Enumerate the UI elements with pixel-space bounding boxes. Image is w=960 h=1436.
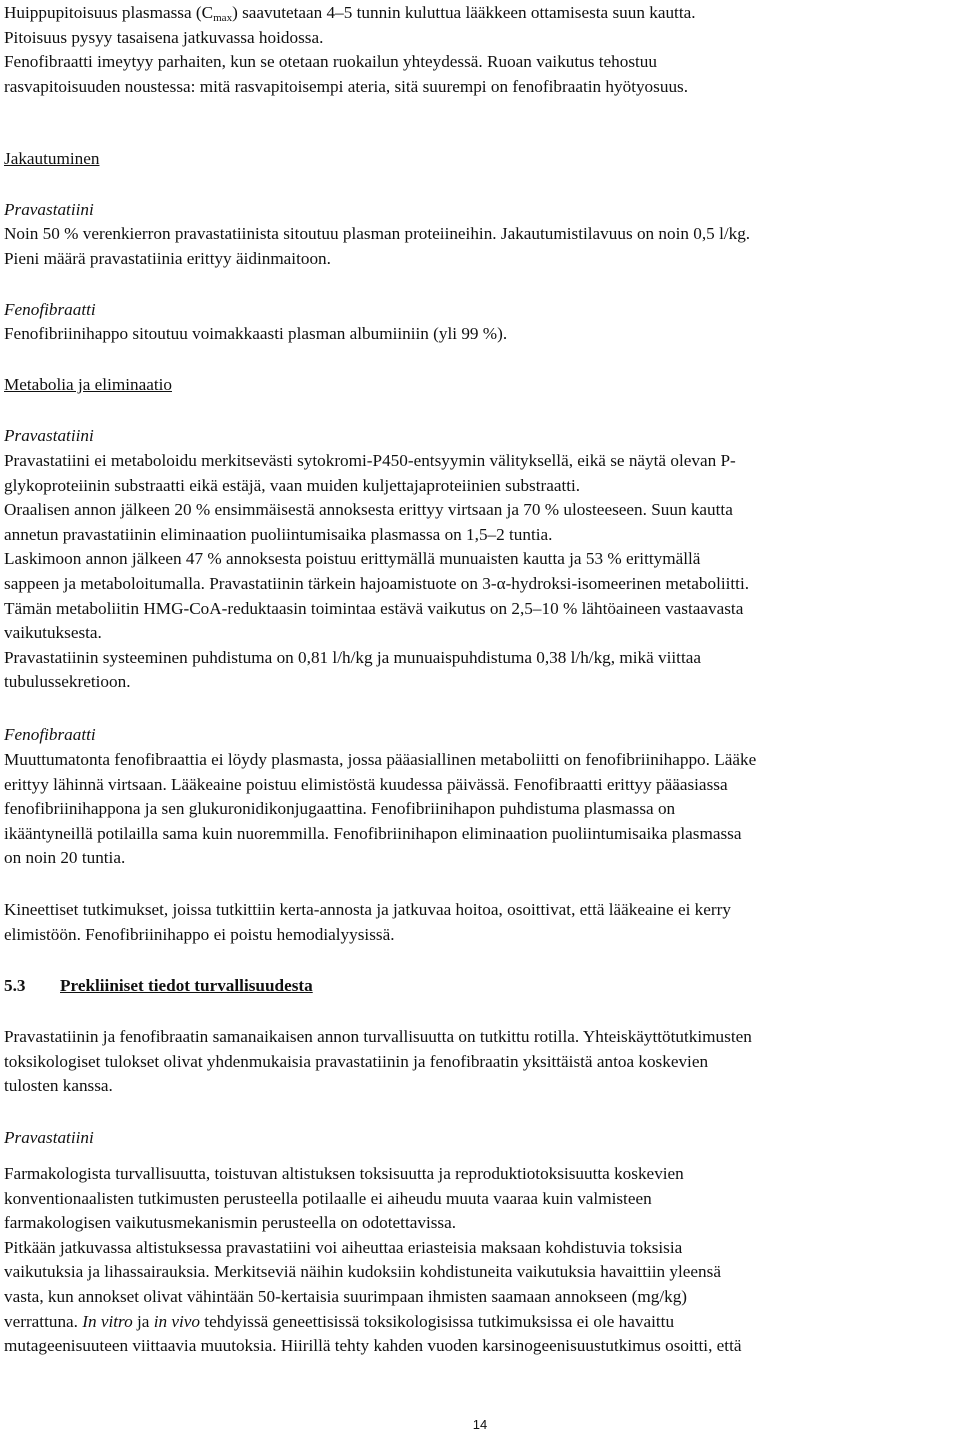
metabolism-fenofibrate-text: [4, 748, 756, 871]
text-line: Pitkään jatkuvassa altistuksessa pravastatiini voi aiheuttaa eriasteisia maksaan kohdistuvia toksisia: [4, 1237, 683, 1257]
text-line: glykoproteiinin substraatti eikä estäjä, vaan muiden kuljettajaproteiinien substraatti.: [4, 475, 581, 495]
text-line: Fenofibriinihappo sitoutuu voimakkaasti plasman albumiiniin (yli 99 %).: [4, 324, 508, 343]
absorption-text: ) saavutetaan 4–5 tunnin kuluttua lääkkeen ottamisesta suun kautta.: [232, 3, 696, 22]
text-line: Pieni määrä pravastatiinia erittyy äidinmaitoon.: [4, 248, 331, 268]
text-line: fenofibriinihappona ja sen glukuronidikonjugaattina. Fenofibriinihapon puhdistuma plasmassa on: [4, 799, 676, 819]
text-line: annetun pravastatiinin eliminaation puoliintumisaika plasmassa on 1,5–2 tuntia.: [4, 524, 553, 544]
preclinical-pravastatin-label: Pravastatiini: [4, 1128, 94, 1147]
absorption-paragraph: [4, 1, 696, 99]
text-line: Farmakologista turvallisuutta, toistuvan altistuksen toksisuutta ja reproduktiotoksisuutta koskevien: [4, 1164, 684, 1183]
text-line: ikääntyneillä potilailla sama kuin nuoremmilla. Fenofibriinihapon eliminaation puoliintumisaika plasmassa: [4, 823, 742, 843]
absorption-line-3: Fenofibraatti imeytyy parhaiten, kun se otetaan ruokailun yhteydessä. Ruoan vaikutus tehostuu: [4, 52, 657, 72]
distribution-fenofibrate-text: [4, 322, 507, 347]
kinetics-paragraph: [4, 898, 731, 947]
distribution-heading: Jakautuminen: [4, 149, 100, 168]
text-run: verrattuna.: [4, 1311, 83, 1331]
section-number: 5.3: [4, 976, 26, 995]
preclinical-pravastatin-text: [4, 1162, 742, 1359]
text-line-verrattuna: [4, 1310, 742, 1335]
metabolism-pravastatin-label: Pravastatiini: [4, 426, 94, 445]
text-line: farmakologisen vaikutusmekanismin perusteella on odotettavissa.: [4, 1213, 457, 1233]
text-line: elimistöön. Fenofibriinihappo ei poistu hemodialyysissä.: [4, 924, 395, 944]
metabolism-fenofibrate-label: Fenofibraatti: [4, 725, 96, 744]
text-line: erittyy lähinnä virtsaan. Lääkeaine poistuu elimistöstä kuudessa päivässä. Fenofibraatti erittyy pääasiassa: [4, 774, 728, 794]
page-number: 14: [472, 1417, 488, 1432]
text-line: konventionaalisten tutkimusten perusteella potilaalle ei aiheudu muuta vaaraa kuin valmisteen: [4, 1188, 652, 1208]
text-line: on noin 20 tuntia.: [4, 848, 126, 868]
text-line: Muuttumatonta fenofibraattia ei löydy plasmasta, jossa pääasiallinen metaboliitti on fenofibriinihappo. Lääke: [4, 750, 757, 769]
absorption-text: Huippupitoisuus plasmassa (C: [4, 3, 214, 22]
distribution-pravastatin-text: [4, 222, 750, 271]
text-line: Pravastatiinin ja fenofibraatin samanaikaisen annon turvallisuutta on tutkittu rotilla. Yhteiskäyttötutkimusten: [4, 1027, 752, 1046]
text-line: mutageenisuuteen viittaavia muutoksia. Hiirillä tehty kahden vuoden karsinogeenisuustutkimus osoitti, että: [4, 1336, 742, 1356]
in-vitro-term: In vitro: [82, 1311, 133, 1331]
text-line: vaikutuksesta.: [4, 623, 102, 643]
distribution-fenofibrate-label: Fenofibraatti: [4, 300, 96, 319]
absorption-line-4: rasvapitoisuuden noustessa: mitä rasvapitoisempi ateria, sitä suurempi on fenofibraatin hyötyosuus.: [4, 76, 689, 96]
absorption-line-1: [4, 1, 696, 26]
text-line: Pravastatiinin systeeminen puhdistuma on 0,81 l/h/kg ja munuaispuhdistuma 0,38 l/h/kg, mikä viittaa: [4, 647, 701, 667]
text-run: tehdyissä geneettisissä toksikologisissa tutkimuksissa ei ole havaittu: [200, 1311, 675, 1331]
metabolism-pravastatin-text: [4, 449, 749, 695]
in-vivo-term: in vivo: [153, 1311, 200, 1331]
section-title: Prekliiniset tiedot turvallisuudesta: [60, 976, 313, 995]
text-line: tubulussekretioon.: [4, 672, 131, 692]
text-line: Tämän metaboliitin HMG-CoA-reduktaasin toimintaa estävä vaikutus on 2,5–10 % lähtöaineen vastaavasta: [4, 598, 744, 618]
text-line: vaikutuksia ja lihassairauksia. Merkitseviä näihin kudoksiin kohdistuneita vaikutuksia havaittiin yleensä: [4, 1262, 721, 1282]
text-line: tulosten kanssa.: [4, 1076, 113, 1096]
text-line: sappeen ja metaboloitumalla. Pravastatiinin tärkein hajoamistuote on 3-α-hydroksi-isomeerinen metaboliitti.: [4, 573, 750, 593]
absorption-line-2: Pitoisuus pysyy tasaisena jatkuvassa hoidossa.: [4, 27, 324, 47]
text-line: Noin 50 % verenkierron pravastatiinista sitoutuu plasman proteiineihin. Jakautumistilavuus on noin 0,5 l/kg.: [4, 224, 751, 243]
metabolism-heading: Metabolia ja eliminaatio: [4, 375, 172, 394]
distribution-pravastatin-label: Pravastatiini: [4, 200, 94, 219]
text-line: vasta, kun annokset olivat vähintään 50-kertaisia suurimpaan ihmisten saamaan annokseen (mg/kg): [4, 1286, 688, 1306]
preclinical-intro: [4, 1025, 752, 1099]
cmax-subscript: max: [213, 12, 233, 24]
text-line: Kineettiset tutkimukset, joissa tutkittiin kerta-annosta ja jatkuvaa hoitoa, osoittivat, että lääkeaine ei kerry: [4, 900, 731, 919]
text-run: ja: [132, 1311, 154, 1331]
text-line: toksikologiset tulokset olivat yhdenmukaisia pravastatiinin ja fenofibraatin yksittäistä antoa koskevien: [4, 1051, 709, 1071]
text-line: Laskimoon annon jälkeen 47 % annoksesta poistuu erittymällä munuaisten kautta ja 53 % erittymällä: [4, 549, 701, 569]
text-line: Oraalisen annon jälkeen 20 % ensimmäisestä annoksesta erittyy virtsaan ja 70 % ulosteeseen. Suun kautta: [4, 500, 733, 520]
text-line: Pravastatiini ei metaboloidu merkitsevästi sytokromi-P450-entsyymin välityksellä, eikä se näytä olevan P-: [4, 451, 736, 470]
section-5-3-heading: [4, 974, 313, 999]
